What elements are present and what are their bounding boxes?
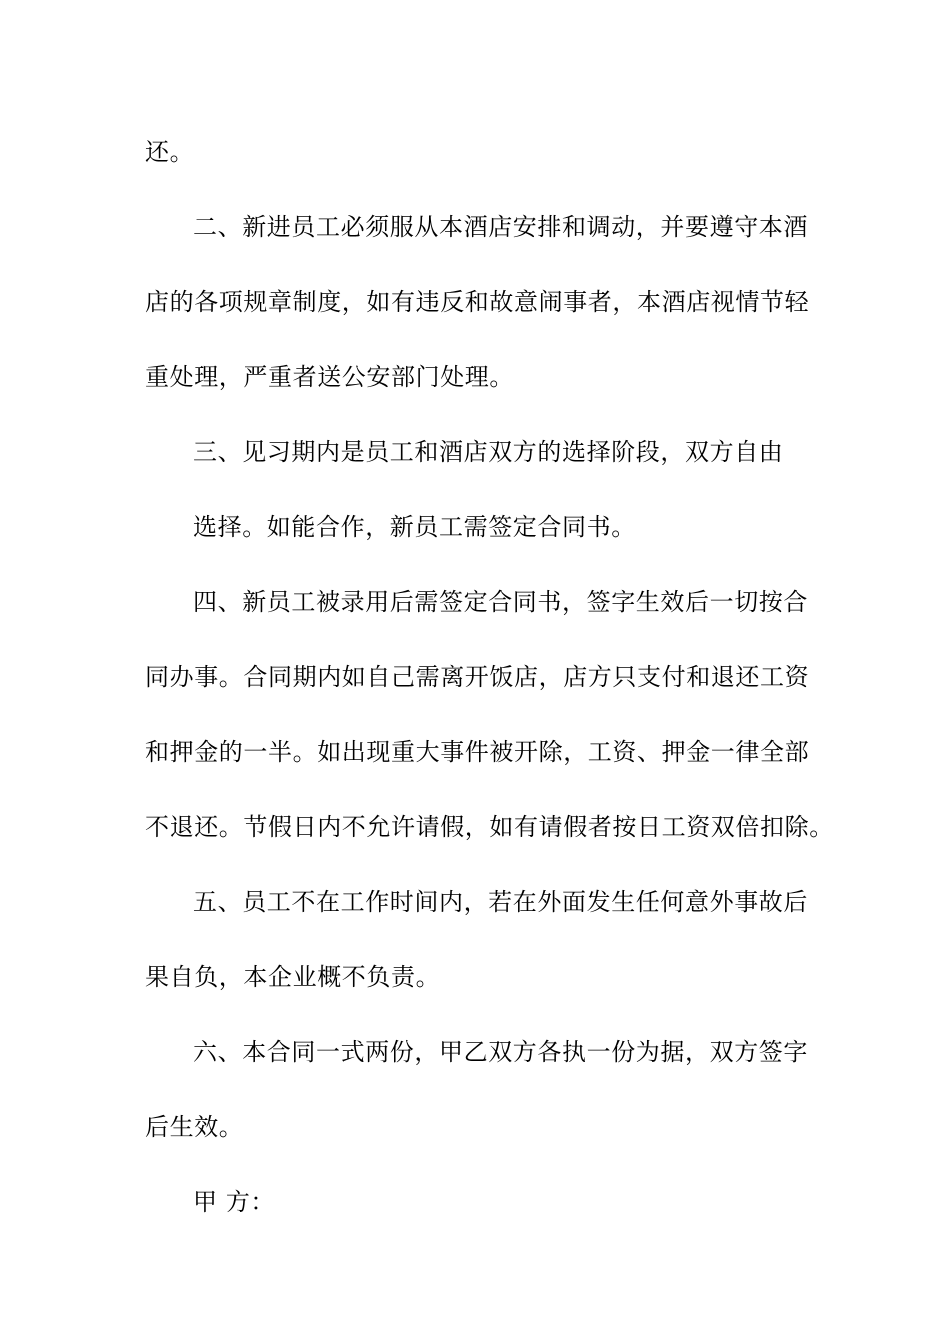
text-line-1: 还。 <box>145 138 195 166</box>
text-line-9: 和押金的一半。如出现重大事件被开除，工资、押金一律全部 <box>145 738 810 766</box>
text-line-4: 重处理，严重者送公安部门处理。 <box>145 363 514 391</box>
text-line-10: 不退还。节假日内不允许请假，如有请假者按日工资双倍扣除。 <box>145 813 834 841</box>
text-line-11: 五、员工不在工作时间内，若在外面发生任何意外事故后 <box>193 888 808 916</box>
text-line-13: 六、本合同一式两份，甲乙双方各执一份为据，双方签字 <box>193 1038 808 1066</box>
text-line-5: 三、见习期内是员工和酒店双方的选择阶段，双方自由 <box>193 438 784 466</box>
text-line-6: 选择。如能合作，新员工需签定合同书。 <box>193 513 636 541</box>
text-line-7: 四、新员工被录用后需签定合同书，签字生效后一切按合 <box>193 588 808 616</box>
text-line-2: 二、新进员工必须服从本酒店安排和调动，并要遵守本酒 <box>193 213 808 241</box>
text-line-14: 后生效。 <box>145 1113 244 1141</box>
text-line-8: 同办事。合同期内如自己需离开饭店，店方只支付和退还工资 <box>145 663 810 691</box>
text-line-12: 果自负，本企业概不负责。 <box>145 963 441 991</box>
text-line-15: 甲 方： <box>193 1188 276 1216</box>
text-line-3: 店的各项规章制度，如有违反和故意闹事者，本酒店视情节轻 <box>145 288 810 316</box>
